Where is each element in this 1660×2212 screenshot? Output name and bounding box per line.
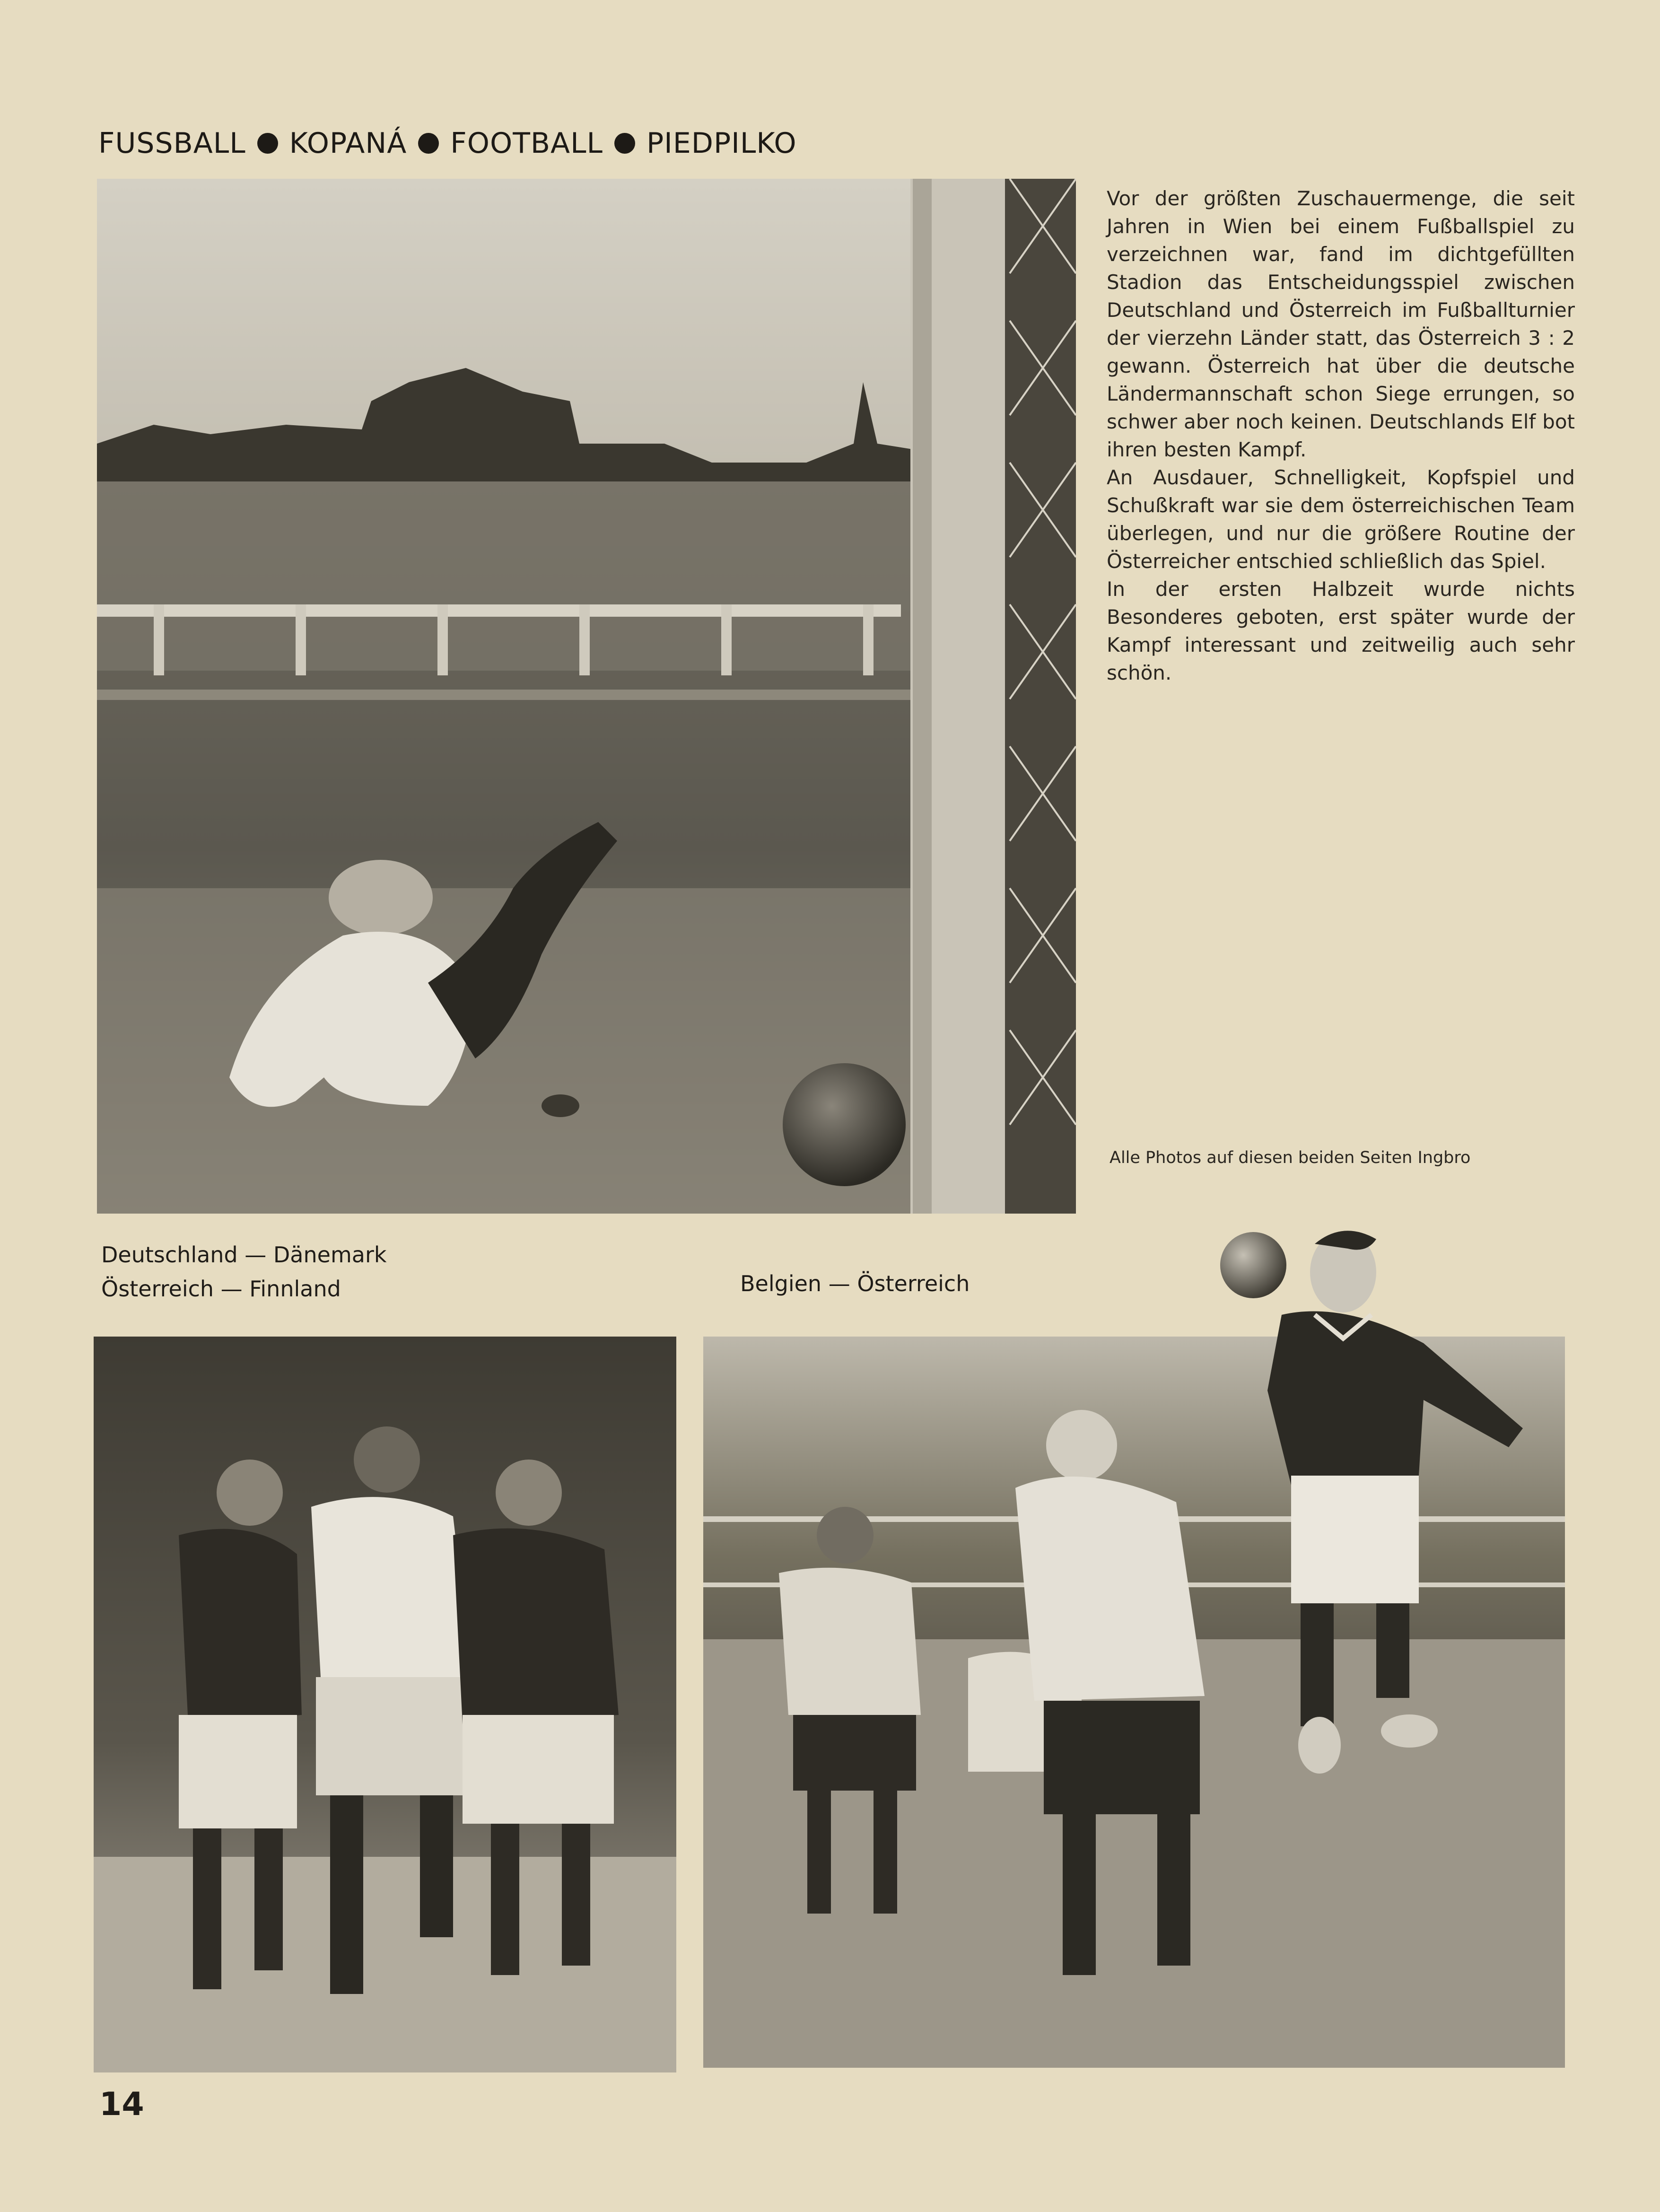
bullet-dot-icon [614, 133, 635, 154]
bullet-dot-icon [257, 133, 278, 154]
header-section-kopana: KOPANÁ [289, 127, 407, 160]
article-paragraph: In der ersten Halbzeit wurde nichts Besonderes geboten, erst später wurde der Kampf interessant und zeitweilig auch sehr schön. [1107, 577, 1575, 684]
photo-three-players [94, 1337, 676, 2072]
caption-left [101, 1238, 387, 1306]
header-section-piedpilko: PIEDPILKO [646, 127, 797, 160]
section-header [98, 122, 797, 165]
article-paragraph: Vor der größten Zuschauermenge, die seit Jahren in Wien bei einem Fußballspiel zu verzeichnen war, fand im dichtgefüllten Stadion das Entscheidungsspiel zwischen Deutschland und Österreich im Fußballturnier der vierzehn Länder statt, das Österreich 3 : 2 gewann. Österreich hat über die deutsche Ländermannschaft schon Siege errungen, so schwer aber noch keinen. Deutschlands Elf bot ihren besten Kampf. [1107, 187, 1575, 461]
photo-credit: Alle Photos auf diesen beiden Seiten Ingbro [1110, 1148, 1471, 1167]
caption-right: Belgien — Österreich [740, 1271, 970, 1296]
caption-left-line1: Deutschland — Dänemark [101, 1242, 387, 1268]
caption-left-line2: Österreich — Finnland [101, 1276, 341, 1302]
article-paragraph: An Ausdauer, Schnelligkeit, Kopfspiel und Schußkraft war sie dem österreichischen Team überlegen, und nur die größere Routine der Österreicher entschied schließlich das Spiel. [1107, 466, 1575, 573]
page-number: 14 [99, 2086, 144, 2123]
article-body [1107, 184, 1575, 687]
heading-player-cutout [1220, 1220, 1542, 1816]
header-section-fussball: FUSSBALL [98, 127, 246, 160]
header-section-football: FOOTBALL [450, 127, 603, 160]
bullet-dot-icon [418, 133, 439, 154]
main-photo-goalkeeper [97, 179, 1076, 1214]
